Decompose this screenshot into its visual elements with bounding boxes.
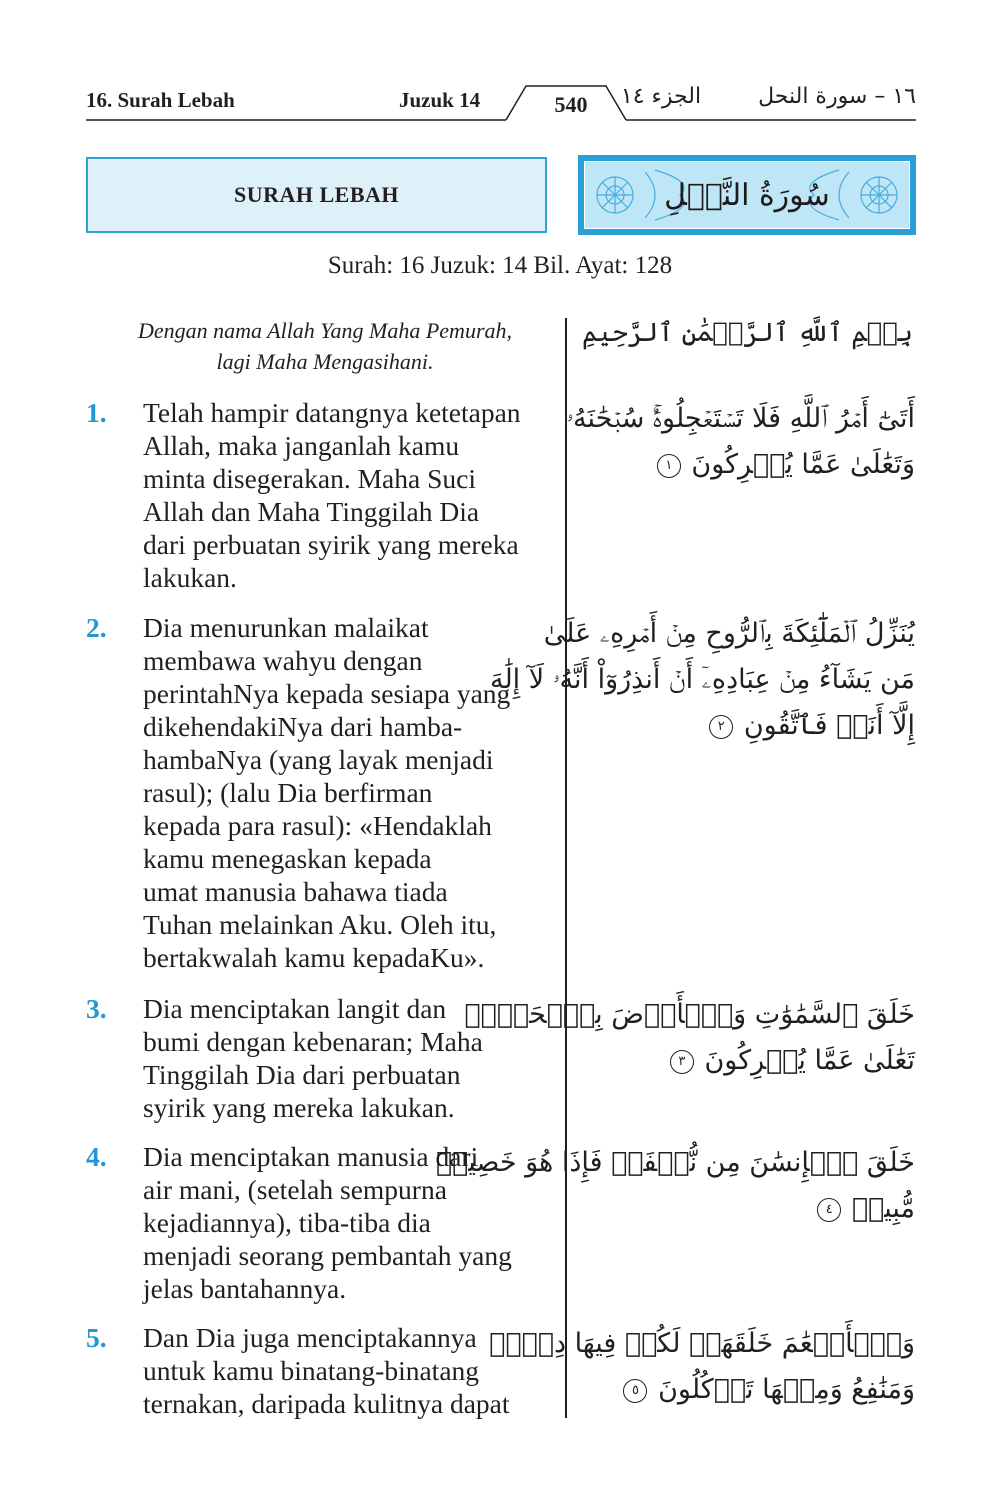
ayah-marker-icon: ١ [657, 454, 681, 478]
ornament-panel [584, 161, 910, 229]
ayah-marker-icon: ٣ [670, 1050, 694, 1074]
verse-translation: Dia menciptakan manusia dari air mani, (setelah sempurna kejadiannya), tiba-tiba dia menjadi seorang pembantah yang jelas bantahannya. [143, 1141, 512, 1304]
verse-translation: Dia menurunkan malaikat membawa wahyu dengan perintahNya kepada sesiapa yang dikehendakiNya dari hamba- hambaNya (yang layak menjadi rasul); (lalu Dia berfirman kepada para rasul): «Hendaklah kamu menegaskan kepada umat manusia bahawa tiada Tuhan melainkan Aku. Oleh itu, bertakwalah kamu kepadaKu». [143, 612, 511, 973]
verse-3-arabic: خَلَقَ ٱلسَّمَٰوَٰتِ وَٱلۡأَرۡضَ بِٱلۡحَقِّۚ تَعَٰلَىٰ عَمَّا يُشۡرِكُونَ ٣ [464, 999, 915, 1076]
surah-title-box [86, 157, 547, 233]
verse-4-arabic: خَلَقَ ٱلۡإِنسَٰنَ مِن نُّطۡفَةٖ فَإِذَا هُوَ خَصِيمٞ مُّبِينٞ ٤ [435, 1147, 915, 1224]
header-arabic-surah: ١٦ – سورة النحل [758, 84, 916, 109]
verse-translation: Dan Dia juga menciptakannya untuk kamu binatang-binatang ternakan, daripada kulitnya dapat [143, 1322, 510, 1419]
ayah-marker-icon: ٥ [623, 1379, 647, 1403]
verse-number: 5. [86, 1322, 107, 1353]
header-arabic-juz: الجزء ١٤ [620, 84, 702, 109]
verse-number: 2. [86, 612, 107, 643]
verse-number: 4. [86, 1141, 107, 1172]
header-surah-name: 16. Surah Lebah [86, 88, 235, 112]
basmala-line-1: Dengan nama Allah Yang Maha Pemurah, [138, 318, 512, 343]
verse-5-arabic: وَٱلۡأَنۡعَٰمَ خَلَقَهَاۖ لَكُمۡ فِيهَا دِفۡءٞ وَمَنَٰفِعُ وَمِنۡهَا تَأۡكُلُونَ ٥ [489, 1328, 915, 1405]
surah-title: SURAH LEBAH [233, 182, 400, 207]
page-number: 540 [554, 92, 588, 117]
ayah-marker-icon: ٢ [709, 715, 733, 739]
verse-translation: Telah hampir datangnya ketetapan Allah, maka janganlah kamu minta disegerakan. Maha Suci Allah dan Maha Tinggilah Dia dari perbuatan syirik yang mereka lakukan. [143, 397, 521, 593]
running-header [86, 78, 916, 122]
header-juzuk: Juzuk 14 [399, 88, 481, 112]
basmala-line-2: lagi Maha Mengasihani. [216, 349, 434, 374]
surah-info: Surah: 16 Juzuk: 14 Bil. Ayat: 128 [327, 252, 673, 279]
verse-1-arabic: أَتَىٰٓ أَمۡرُ ٱللَّهِ فَلَا تَسۡتَعۡجِلُوهُۚ سُبۡحَٰنَهُۥ وَتَعَٰلَىٰ عَمَّا يُشۡرِكُونَ ١ [566, 403, 915, 480]
verse-number: 1. [86, 397, 107, 428]
arabic-surah-title: سُورَةُ النَّحۡلِ [664, 178, 830, 213]
basmala-arabic: بِسۡمِ ٱللَّهِ ٱلرَّحۡمَٰنِ ٱلرَّحِيمِ [582, 318, 913, 348]
verse-2-arabic: يُنَزِّلُ ٱلۡمَلَٰٓئِكَةَ بِٱلرُّوحِ مِنۡ أَمۡرِهِۦ عَلَىٰ مَن يَشَآءُ مِنۡ عِبَادِهِۦٓ أَنۡ أَنذِرُوٓاْ أَنَّهُۥ لَآ إِلَٰهَ إِلَّآ أَنَا۠ فَٱتَّقُونِ ٢ [489, 618, 915, 741]
verse-translation: Dia menciptakan langit dan bumi dengan kebenaran; Maha Tinggilah Dia dari perbuatan syirik yang mereka lakukan. [143, 993, 483, 1123]
arabic-title-ornament [578, 155, 916, 235]
ayah-marker-icon: ٤ [817, 1198, 841, 1222]
verse-number: 3. [86, 993, 107, 1024]
column-divider [565, 318, 567, 1418]
basmala-translation [100, 315, 550, 377]
